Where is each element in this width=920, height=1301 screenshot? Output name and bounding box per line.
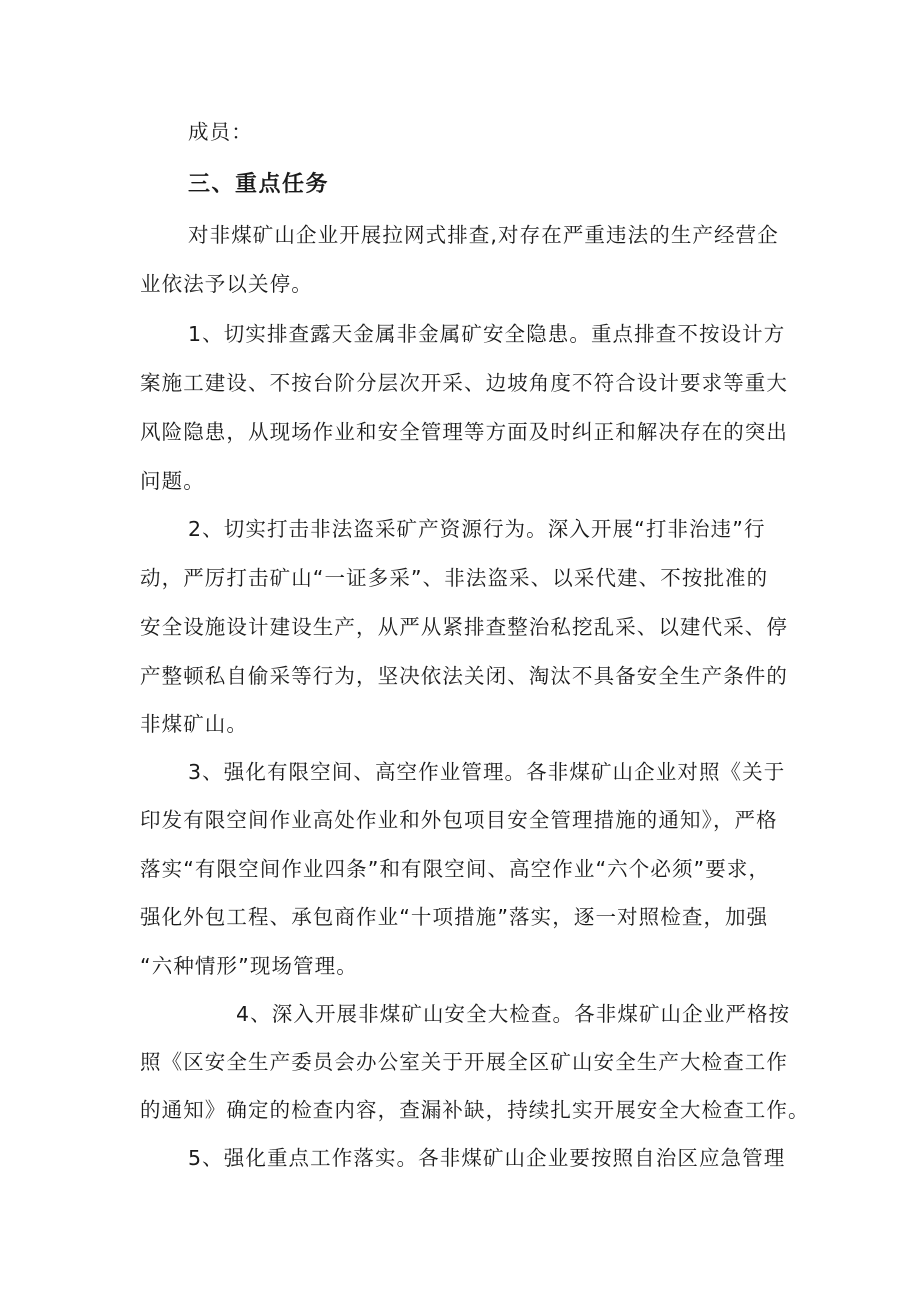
paragraph-line: 强化外包工程、承包商作业“十项措施”落实，逐一对照检查，加强 <box>140 905 769 929</box>
paragraph-line: 问题。 <box>140 469 205 493</box>
paragraph-line: 2、切实打击非法盗采矿产资源行为。深入开展“打非治违”行 <box>188 517 766 541</box>
paragraph-line: 对非煤矿山企业开展拉网式排查,对存在严重违法的生产经营企 <box>188 223 779 247</box>
paragraph-line: 的通知》确定的检查内容，查漏补缺，持续扎实开展安全大检查工作。 <box>140 1098 810 1122</box>
paragraph-line: 安全设施设计建设生产，从严从紧排查整治私挖乱采、以建代采、停 <box>140 615 788 639</box>
paragraph-line: “六种情形”现场管理。 <box>140 954 358 978</box>
paragraph-line: 业依法予以关停。 <box>140 272 313 296</box>
paragraph-line: 风险隐患，从现场作业和安全管理等方面及时纠正和解决存在的突出 <box>140 420 788 444</box>
paragraph-line: 3、强化有限空间、高空作业管理。各非煤矿山企业对照《关于 <box>188 760 786 784</box>
section-heading: 三、重点任务 <box>188 172 330 197</box>
paragraph-line: 4、深入开展非煤矿山安全大检查。各非煤矿山企业严格按 <box>236 1002 791 1026</box>
paragraph-line: 产整顿私自偷采等行为，坚决依法关闭、淘汰不具备安全生产条件的 <box>140 664 788 688</box>
paragraph-line: 非煤矿山。 <box>140 712 248 736</box>
paragraph-line: 印发有限空间作业高处作业和外包项目安全管理措施的通知》，严格 <box>140 808 778 832</box>
paragraph-line: 动，严厉打击矿山“一证多采”、非法盗采、以采代建、不按批准的 <box>140 566 769 590</box>
paragraph-line: 照《区安全生产委员会办公室关于开展全区矿山安全生产大检查工作 <box>140 1050 788 1074</box>
paragraph-line: 5、强化重点工作落实。各非煤矿山企业要按照自治区应急管理 <box>188 1146 786 1170</box>
members-label: 成员： <box>188 120 253 144</box>
paragraph-line: 1、切实排查露天金属非金属矿安全隐患。重点排查不按设计方 <box>188 322 786 346</box>
paragraph-line: 落实“有限空间作业四条”和有限空间、高空作业“六个必须”要求， <box>140 857 771 881</box>
paragraph-line: 案施工建设、不按台阶分层次开采、边坡角度不符合设计要求等重大 <box>140 371 788 395</box>
